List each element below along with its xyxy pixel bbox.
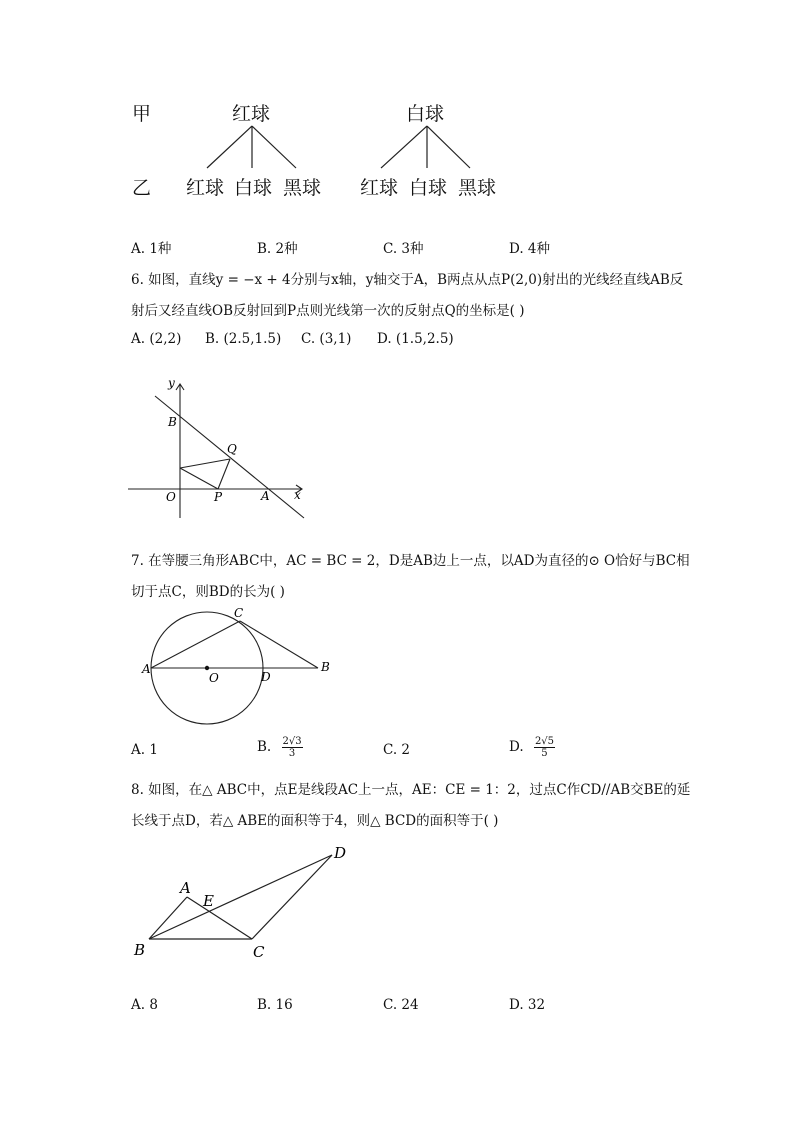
q8-option-b[interactable]: B. 16: [257, 997, 293, 1013]
q5-option-b[interactable]: B. 2种: [257, 241, 298, 257]
q6-label-q: Q: [227, 442, 237, 456]
q6-label-a: A: [261, 489, 270, 503]
q7-option-c[interactable]: C. 2: [383, 742, 411, 758]
q8-line-cd: [252, 855, 332, 939]
tree-root-left: 红球: [232, 103, 271, 125]
q6-label-x: x: [294, 488, 301, 502]
q8-option-d[interactable]: D. 32: [509, 997, 546, 1013]
q7-option-d-letter: D.: [509, 739, 524, 755]
q6-text-line2: 射后又经直线OB反射回到P点则光线第一次的反射点Q的坐标是( ): [131, 303, 525, 319]
q7-text-line1: 7. 在等腰三角形ABC中，AC = BC = 2，D是AB边上一点，以AD为直径的⊙ O恰好与BC相: [131, 553, 690, 569]
tree-root-right: 白球: [406, 103, 445, 125]
q8-line-bd: [149, 855, 332, 939]
tree-leaf-right-1: 红球: [360, 177, 399, 199]
q6-label-p: P: [214, 490, 223, 504]
q6-label-b: B: [168, 415, 177, 429]
q6-option-a[interactable]: A. (2,2): [131, 331, 182, 347]
q7-option-b-letter: B.: [257, 739, 272, 755]
q8-line-ac: [187, 897, 252, 939]
q6-option-d[interactable]: D. (1.5,2.5): [377, 331, 454, 347]
tree-label-yi: 乙: [132, 177, 152, 199]
q6-label-y: y: [168, 376, 175, 390]
q8-option-a[interactable]: A. 8: [131, 997, 158, 1013]
tree-leaf-right-3: 黑球: [458, 177, 497, 199]
q8-text-line2: 长线于点D，若△ ABE的面积等于4，则△ BCD的面积等于( ): [131, 813, 499, 829]
q5-option-c[interactable]: C. 3种: [383, 241, 424, 257]
q8-label-d: D: [334, 844, 347, 862]
q7-label-o: O: [209, 671, 219, 685]
tree-leaf-left-3: 黑球: [283, 177, 322, 199]
q7-label-d: D: [261, 670, 271, 684]
q8-label-b: B: [134, 941, 146, 959]
q6-text-line1: 6. 如图，直线y = −x + 4分别与x轴，y轴交于A，B两点从点P(2,0)射出的光线经直线AB反: [131, 272, 684, 288]
q7-label-b: B: [321, 660, 330, 674]
q8-text-line1: 8. 如图，在△ ABC中，点E是线段AC上一点，AE：CE = 1：2，过点C作CD//AB交BE的延: [131, 782, 691, 798]
q7-option-b-denominator: 3: [288, 748, 296, 759]
q7-option-d-numerator: 2√5: [534, 736, 555, 747]
q5-option-a[interactable]: A. 1种: [131, 241, 172, 257]
q6-option-c[interactable]: C. (3,1): [301, 331, 352, 347]
q6-label-o: O: [166, 490, 176, 504]
q8-label-a: A: [180, 879, 191, 897]
q7-option-d-denominator: 5: [541, 748, 548, 759]
q6-option-b[interactable]: B. (2.5,1.5): [205, 331, 282, 347]
q7-option-a[interactable]: A. 1: [131, 742, 158, 758]
tree-leaf-right-2: 白球: [409, 177, 448, 199]
q5-option-d[interactable]: D. 4种: [509, 241, 551, 257]
q8-option-c[interactable]: C. 24: [383, 997, 419, 1013]
q8-label-c: C: [253, 943, 265, 961]
tree-label-jia: 甲: [132, 103, 152, 125]
q7-label-c: C: [234, 606, 244, 620]
tree-leaf-left-2: 白球: [234, 177, 273, 199]
q7-label-a: A: [142, 662, 151, 676]
tree-leaf-left-1: 红球: [186, 177, 225, 199]
q8-line-ba: [149, 897, 187, 939]
q7-option-b-numerator: 2√3: [282, 736, 302, 747]
q8-label-e: E: [203, 892, 214, 910]
q7-text-line2: 切于点C，则BD的长为( ): [131, 584, 285, 600]
